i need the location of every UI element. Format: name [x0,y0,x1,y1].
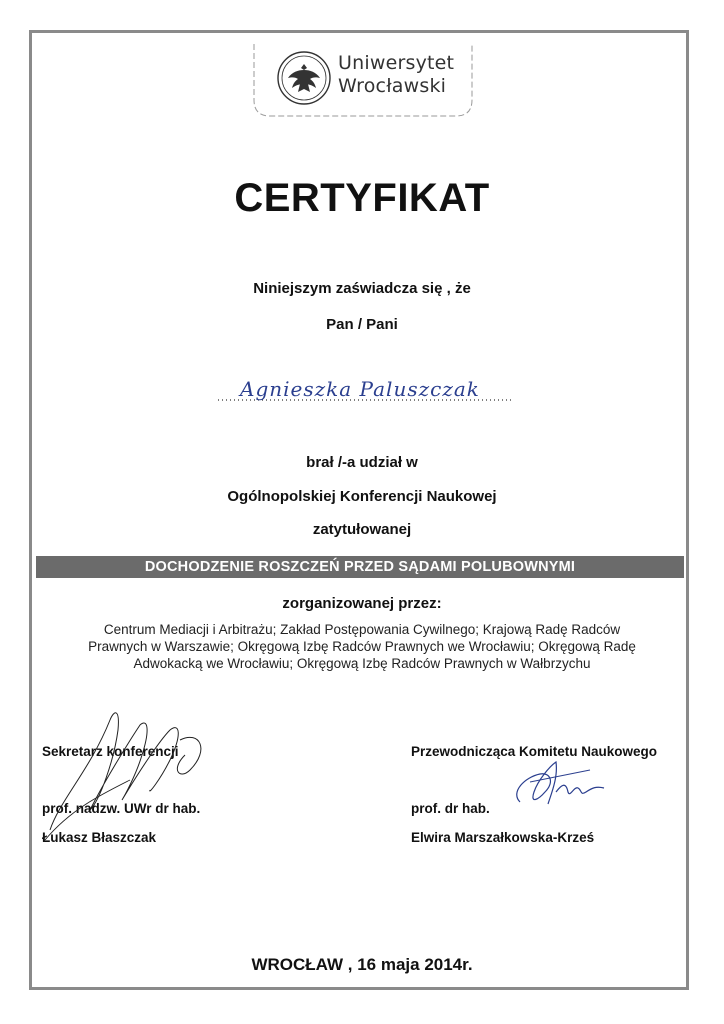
eagle-crest-icon [276,50,332,106]
salutation-text: Pan / Pani [326,316,398,333]
participant-name-field [200,370,530,430]
right-signatory-role: Przewodnicząca Komitetu Naukowego [411,744,658,759]
participant-name: Agnieszka Paluszczak [240,377,480,401]
organizers-line: Prawnych w Warszawie; Okręgową Izbę Radców Prawnych we Wrocławiu; Okręgową Radę [88,639,636,654]
organized-by-text: zorganizowanej przez: [282,595,442,612]
university-logo [250,38,476,118]
titled-text: zatytułowanej [312,521,412,538]
conference-title-banner: DOCHODZENIE ROSZCZEŃ PRZED SĄDAMI POLUBOWNYMI [36,556,684,578]
university-name-line1: Uniwersytet [338,52,455,74]
left-signatory-name: Łukasz Błaszczak [42,830,157,845]
university-name [338,52,454,98]
left-signatory-title: prof. nadzw. UWr dr hab. [42,801,201,816]
certificate-title: CERTYFIKAT [234,176,490,220]
left-signature [30,700,230,850]
right-signatory-title: prof. dr hab. [411,801,490,816]
organizers-list [40,621,684,672]
left-signatory-role: Sekretarz konferencji [42,744,179,759]
organizers-line: Centrum Mediacji i Arbitrażu; Zakład Postępowania Cywilnego; Krajową Radę Radców [103,622,621,637]
right-signatory-name: Elwira Marszałkowska-Krześ [411,830,595,845]
place-date: WROCŁAW , 16 maja 2014r. [251,955,473,974]
organizers-line: Adwokacką we Wrocławiu; Okręgową Izbę Radców Prawnych w Wałbrzychu [133,656,591,671]
conference-type-text: Ogólnopolskiej Konferencji Naukowej [227,488,497,505]
right-signature [500,752,620,822]
intro-text: Niniejszym zaświadcza się , że [253,280,471,297]
participation-text: brał /-a udział w [306,454,418,471]
university-name-line2: Wrocławski [338,75,447,97]
